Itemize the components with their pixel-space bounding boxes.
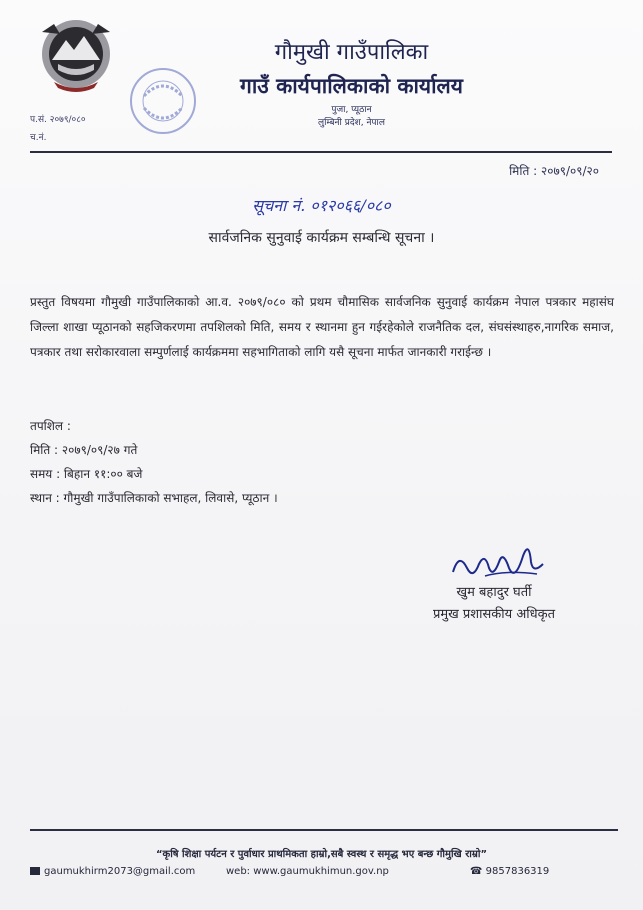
footer-email [30, 866, 195, 877]
signatory-name: खुम बहादुर घर्ती [456, 585, 532, 600]
municipality-name: गौमुखी गाउँपालिका [274, 40, 429, 65]
notice-title: सार्वजनिक सुनुवाई कार्यक्रम सम्बन्धि सूचना । [208, 230, 435, 246]
address-line-2: लुम्बिनी प्रदेश, नेपाल [318, 118, 385, 128]
signatory-designation: प्रमुख प्रशासकीय अधिकृत [432, 607, 556, 622]
notice-number: सूचना नं. ०१२०६६/०८० [252, 196, 391, 215]
reference-dispatch-number: च.नं. [30, 133, 47, 143]
details-heading: तपशिल : [30, 419, 71, 433]
event-time: समय : बिहान ११:०० बजे [30, 467, 143, 481]
envelope-icon [30, 867, 40, 875]
notice-body: प्रस्तुत विषयमा गौमुखी गाउँपालिकाको आ.व. २०७९/०८० को प्रथम चौमासिक सार्वजनिक सुनुवाई कार्यक्रम नेपाल पत्रकार महासंघ जिल्ला शाखा प्यूठानको सहजिकरणमा तपशिलको मिति, समय र स्थानमा हुन गईरहेकोले राजनैतिक दल, संघसंस्थाहरु,नागरिक समाज, पत्रकार तथा सरोकारवाला सम्पुर्णलाई कार्यक्रममा सहभागिताको लागि यसै सूचना मार्फत जानकारी गराईन्छ । [30, 295, 614, 359]
footer-divider [30, 829, 618, 831]
reference-fiscal-year: प.सं. २०७९/०८० [30, 115, 86, 125]
event-details [30, 414, 278, 510]
header-divider [30, 151, 612, 153]
email-text: gaumukhirm2073@gmail.com [44, 866, 196, 877]
footer-slogan: “कृषि शिक्षा पर्यटन र पुर्वाधार प्राथमिकता हाम्रो,सबै स्वस्थ र समृद्ध भए बन्छ गौमुखि राम्रो” [155, 849, 488, 860]
address-line-1: पुजा, प्यूठान [331, 105, 372, 115]
office-name: गाउँ कार्यपालिकाको कार्यालय [240, 73, 463, 98]
footer-website: web: www.gaumukhimun.gov.np [226, 866, 389, 877]
letter-date: मिति : २०७९/०९/२० [509, 164, 599, 178]
phone-icon: ☎ [470, 866, 486, 877]
event-date: मिति : २०७९/०९/२७ गते [30, 443, 138, 457]
office-address [0, 104, 643, 130]
event-venue: स्थान : गौमुखी गाउँपालिकाको सभाहल, लिवासे, प्यूठान । [30, 491, 278, 505]
footer-phone [470, 866, 549, 877]
phone-text: 9857836319 [485, 866, 550, 877]
